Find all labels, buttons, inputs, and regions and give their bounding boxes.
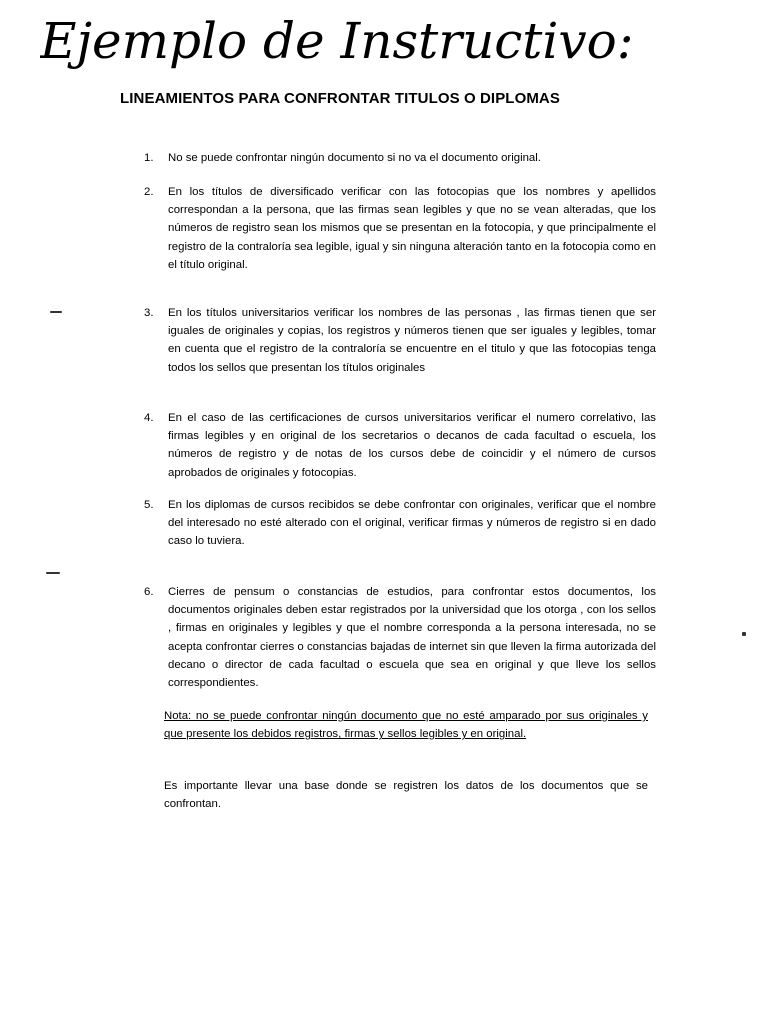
- item-number: 4.: [144, 412, 154, 424]
- item-text: En el caso de las certificaciones de cursos universitarios verificar el numero correlativo, las firmas legibles y en original de los secretarios o decanos de cada facultad o escuela, los números de registro y de notas de los cursos debe de coincidir y el número de cursos aprobados de originales y fotocopias.: [168, 412, 656, 479]
- list-item-2: [144, 183, 656, 274]
- nota-paragraph: Nota: no se puede confrontar ningún documento que no esté amparado por sus originales y que presente los debidos registros, firmas y sellos legibles y en original.: [164, 710, 648, 741]
- handwritten-title: [40, 8, 650, 72]
- scan-mark: [50, 311, 62, 313]
- item-number: 2.: [144, 186, 154, 198]
- item-number: 3.: [144, 307, 154, 319]
- item-number: 1.: [144, 152, 154, 164]
- item-text: Cierres de pensum o constancias de estudios, para confrontar estos documentos, los documentos originales deben estar registrados por la universidad que los otorga , con los sellos , firmas en originales y legibles y que el nombre corresponda a la persona interesada, no se acepta confrontar cierres o constancias bajadas de internet sin que lleven la firma autorizada del decano o director de cada facultad o escuela que sea en original y que lleve los sellos correspondientes.: [168, 586, 656, 690]
- scan-mark: [742, 632, 746, 636]
- item-text: No se puede confrontar ningún documento si no va el documento original.: [168, 152, 541, 164]
- list-item-6: [144, 583, 656, 692]
- item-text: En los títulos de diversificado verificar con las fotocopias que los nombres y apellidos correspondan a la persona, que las firmas sean legibles y que no se vean alteradas, que los números de registro sean los mismos que se presentan en la fotocopia, y que principalmente el registro de la contraloría sea legible, igual y sin ninguna alteración tanto en la fotocopia como en el título original.: [168, 186, 656, 271]
- list-item-4: [144, 409, 656, 482]
- document-heading: LINEAMIENTOS PARA CONFRONTAR TITULOS O DIPLOMAS: [120, 90, 560, 107]
- final-note-paragraph: Es importante llevar una base donde se registren los datos de los documentos que se confrontan.: [164, 780, 648, 811]
- handwritten-title-text: Ejemplo de Instructivo:: [40, 12, 634, 70]
- list-item-5: [144, 496, 656, 551]
- item-text: En los diplomas de cursos recibidos se debe confrontar con originales, verificar que el nombre del interesado no esté alterado con el original, verificar firmas y números de registro si en dado caso lo tuviera.: [168, 499, 656, 548]
- scan-mark: [46, 572, 60, 574]
- item-number: 6.: [144, 586, 154, 598]
- list-item-3: [144, 304, 656, 377]
- item-number: 5.: [144, 499, 154, 511]
- list-item-1: [144, 149, 656, 167]
- item-text: En los títulos universitarios verificar los nombres de las personas , las firmas tienen que ser iguales de originales y copias, los registros y números tienen que ser iguales y legibles, tomar en cuenta que el registro de la contraloría se encuentre en el titulo y que las fotocopias tenga todos los sellos que presentan los títulos originales: [168, 307, 656, 374]
